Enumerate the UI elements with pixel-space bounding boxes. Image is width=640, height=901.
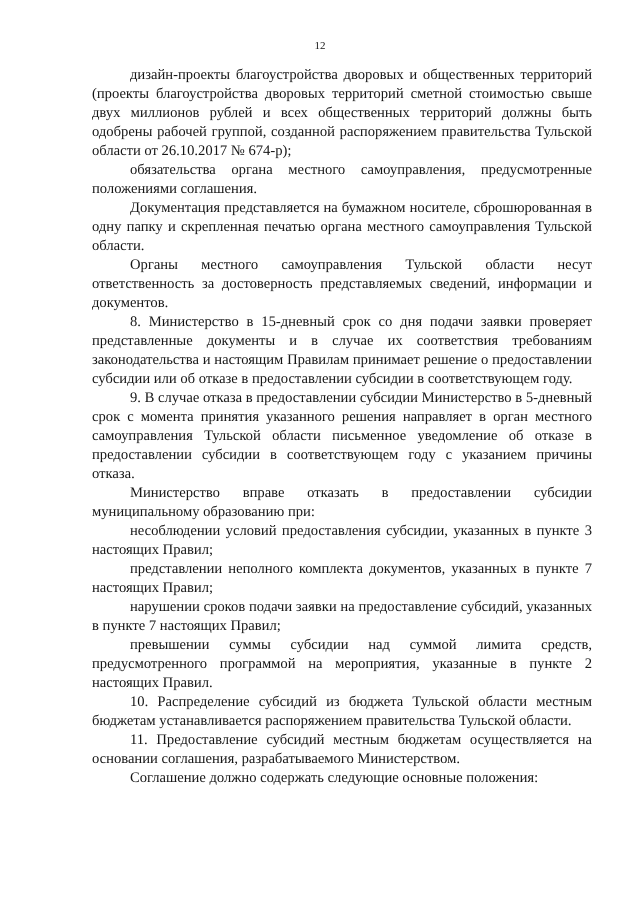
paragraph-ground-conditions: несоблюдении условий предоставления субсидии, указанных в пункте 3 настоящих Правил;	[92, 523, 592, 558]
paragraph-obligations: обязательства органа местного самоуправления, предусмотренные положениями соглашения.	[92, 162, 592, 197]
paragraph-item-9: 9. В случае отказа в предоставлении субсидии Министерство в 5-дневный срок с момента принятия указанного решения направляет в орган местного самоуправления Тульской области письменное уведомление об отказе в предоставлении субсидии в соответствующем году с указанием причины отказа.	[92, 390, 592, 482]
paragraph-item-11: 11. Предоставление субсидий местным бюджетам осуществляется на основании соглашения, разрабатываемого Министерством.	[92, 732, 592, 767]
paragraph-ground-deadlines: нарушении сроков подачи заявки на предоставление субсидий, указанных в пункте 7 настоящих Правил;	[92, 599, 592, 634]
paragraph-item-8: 8. Министерство в 15-дневный срок со дня подачи заявки проверяет представленные документы и в случае их соответствия требованиям законодательства и настоящим Правилам принимает решение о предоставлении субсидии или об отказе в предоставлении субсидии в соответствующем году.	[92, 314, 592, 387]
paragraph-design-projects: дизайн-проекты благоустройства дворовых и общественных территорий (проекты благоустройства дворовых территорий сметной стоимостью свыше двух миллионов рублей и всех общественных территорий должны быть одобрены рабочей группой, созданной распоряжением правительства Тульской области от 26.10.2017 № 674-р);	[92, 67, 592, 159]
document-body	[92, 66, 592, 788]
page-number: 12	[314, 40, 326, 52]
paragraph-responsibility: Органы местного самоуправления Тульской области несут ответственность за достоверность представляемых сведений, информации и документов.	[92, 257, 592, 311]
paragraph-refusal-grounds: Министерство вправе отказать в предоставлении субсидии муниципальному образованию при:	[92, 485, 592, 520]
paragraph-agreement-provisions: Соглашение должно содержать следующие основные положения:	[130, 770, 539, 786]
paragraph-item-10: 10. Распределение субсидий из бюджета Тульской области местным бюджетам устанавливается распоряжением правительства Тульской области.	[92, 694, 592, 729]
paragraph-ground-documents: представлении неполного комплекта документов, указанных в пункте 7 настоящих Правил;	[92, 561, 592, 596]
paragraph-ground-limit: превышении суммы субсидии над суммой лимита средств, предусмотренного программой на мероприятия, указанные в пункте 2 настоящих Правил.	[92, 637, 592, 691]
paragraph-documentation: Документация представляется на бумажном носителе, сброшюрованная в одну папку и скрепленная печатью органа местного самоуправления Тульской области.	[92, 200, 592, 254]
